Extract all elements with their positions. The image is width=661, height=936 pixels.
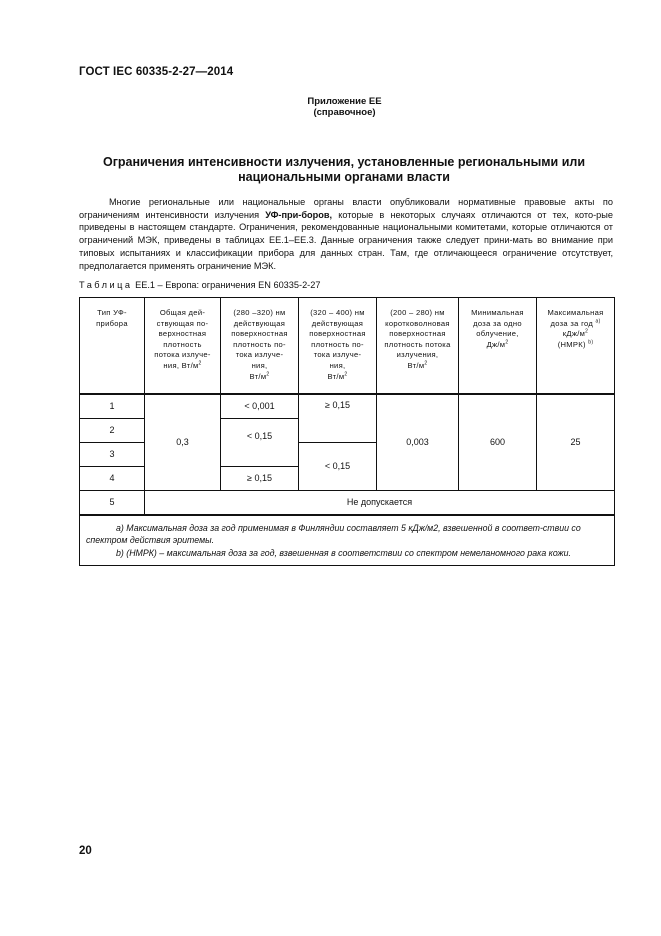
cell-type-1: 1 [80,394,145,419]
table-header-row [80,298,615,394]
table-notes [80,515,615,566]
table-caption [79,280,320,290]
cell-total-value: 0,3 [145,394,221,491]
section-title [79,155,609,185]
section-title-line-2: национальными органами власти [238,170,450,184]
annex-heading [0,96,661,118]
header-min-dose: Минимальная доза за одно облучение, $Дж/м^2$ [459,298,537,394]
paragraph-text-after: которые в некоторых случаях отличаются от тех, кото-рые приведены в настоящем стандарте. Ограничения, рекомендованные национальными комитетами, которые отличаются от ограничений МЭК, приведены в таблицах ЕЕ.1–ЕЕ.3. Данные ограничения также следует прини-мать во внимание при типовых испытаниях и классификации прибора для данных стран. Там, где отличающееся ограничение отсутствует, предполагается применять ограничение МЭК. [79,209,613,271]
annex-title: Приложение ЕЕ [307,96,382,107]
table-caption-prefix: Таблица [79,280,133,290]
note-b: b) (НМРК) – максимальная доза за год, взвешенная в соответствии со спектром немеланомного рака кожи. [116,547,571,558]
cell-320-rows12: ≥ 0,15 [299,394,377,443]
cell-200-value: 0,003 [377,394,459,491]
cell-320-rows34: < 0,15 [299,442,377,490]
header-280-320nm: (280 –320) нм действующая поверхностная плотность по- тока излуче- ния, $Вт/м^2$ [221,298,299,394]
limits-table [79,297,615,566]
paragraph-text-before: Многие региональные или национальные органы власти опубликовали нормативные правовые акты по ограничениям интенсивности излучения [79,197,613,220]
annex-subtitle: (справочное) [313,107,376,118]
intro-paragraph [79,196,613,272]
cell-type-4: 4 [80,466,145,490]
document-code: ГОСТ IEC 60335-2-27—2014 [79,66,234,78]
table-row [80,490,615,515]
header-uv-type: Тип УФ- прибора [80,298,145,394]
cell-type-2: 2 [80,418,145,442]
table-row [80,394,615,419]
note-a: a) Максимальная доза за год применимая в Финляндии составляет 5 кДж/м2, взвешенной в соответ-ствии со спектром действия эритемы. [86,522,581,545]
table-notes-row [80,515,615,566]
cell-type5-note: Не допускается [145,490,615,515]
cell-type-5: 5 [80,490,145,515]
cell-type-3: 3 [80,442,145,466]
header-max-dose: Максимальная доза за год $^{a)}$ кДж/$м^2$ (НМРК) $^{b)}$ [537,298,615,394]
header-320-400nm: (320 – 400) нм действующая поверхностная плотность по- тока излуче- ния, $Вт/м^2$ [299,298,377,394]
page-number: 20 [79,845,92,857]
cell-280-row4: ≥ 0,15 [221,466,299,490]
header-total-irradiance: Общая дей- ствующая по- верхностная плотность потока излуче- ния, $Вт/м^2$ [145,298,221,394]
table-caption-text: ЕЕ.1 – Европа: ограничения EN 60335-2-27 [132,280,321,290]
header-200-280nm: (200 – 280) нм коротковолновая поверхностная плотность потока излучения, $Вт/м^2$ [377,298,459,394]
cell-280-rows23: < 0,15 [221,418,299,466]
cell-min-dose-value: 600 [459,394,537,491]
cell-280-row1: < 0,001 [221,394,299,419]
section-title-line-1: Ограничения интенсивности излучения, установленные региональными или [102,155,585,169]
paragraph-bold-term: УФ-при-боров, [265,209,333,220]
cell-max-dose-value: 25 [537,394,615,491]
